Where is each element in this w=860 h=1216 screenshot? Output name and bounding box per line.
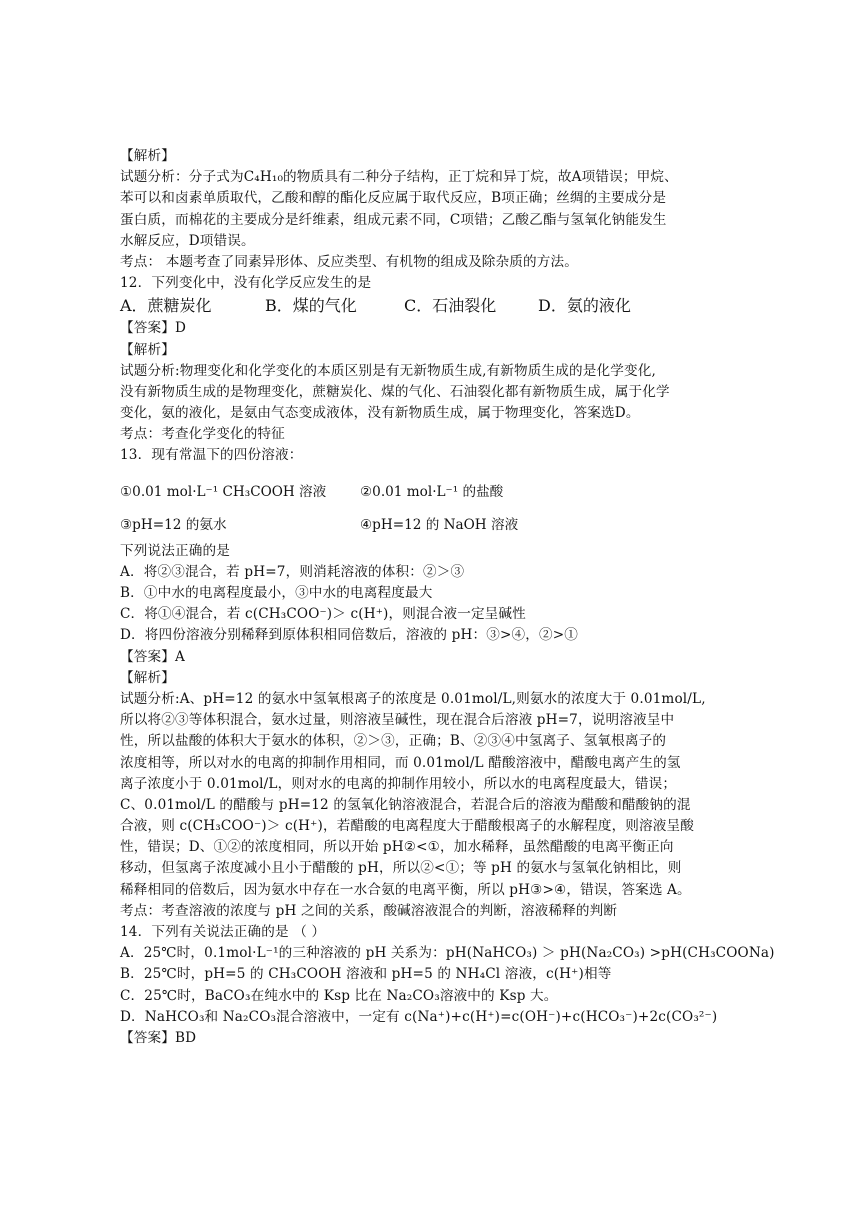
q13-solution-2: ②0.01 mol·L⁻¹ 的盐酸 — [360, 483, 504, 500]
text-line: B．25℃时，pH=5 的 CH₃COOH 溶液和 pH=5 的 NH₄Cl 溶液，c(H⁺)相等 — [120, 966, 612, 983]
text-line: 没有新物质生成的是物理变化，蔗糖炭化、煤的气化、石油裂化都有新物质生成，属于化学 — [120, 383, 670, 400]
text-line: A．25℃时，0.1mol·L⁻¹的三种溶液的 pH 关系为：pH(NaHCO₃) ＞ pH(Na₂CO₃) >pH(CH₃COONa) — [120, 945, 775, 962]
text-line: C．25℃时，BaCO₃在纯水中的 Ksp 比在 Na₂CO₃溶液中的 Ksp 大。 — [120, 987, 558, 1004]
text-line: 考点： 本题考查了同素异形体、反应类型、有机物的组成及除杂质的方法。 — [120, 253, 579, 270]
text-line: 12．下列变化中，没有化学反应发生的是 — [120, 275, 372, 292]
text-line: 试题分析:物理变化和化学变化的本质区别是有无新物质生成,有新物质生成的是化学变化, — [120, 362, 656, 379]
text-line: 移动，但氢离子浓度减小且小于醋酸的 pH，所以②<①；等 pH 的氨水与氢氧化钠相比，则 — [120, 860, 682, 877]
text-line: C．将①④混合，若 c(CH₃COO⁻)＞ c(H⁺)，则混合液一定呈碱性 — [120, 606, 526, 623]
text-line: 蛋白质，而棉花的主要成分是纤维素，组成元素不同，C项错；乙酸乙酯与氢氧化钠能发生 — [120, 211, 667, 228]
text-line: D．将四份溶液分别稀释到原体积相同倍数后，溶液的 pH：③>④，②>① — [120, 627, 579, 644]
text-line: D．NaHCO₃和 Na₂CO₃混合溶液中，一定有 c(Na⁺)+c(H⁺)=c(OH⁻)+c(HCO₃⁻)+2c(CO₃²⁻) — [120, 1008, 718, 1025]
document-body — [120, 146, 775, 1049]
q12-options — [120, 294, 740, 318]
text-line: 【答案】BD — [120, 1029, 197, 1046]
text-line: 水解反应，D项错误。 — [120, 232, 255, 249]
text-line: 试题分析：分子式为C₄H₁₀的物质具有二种分子结构，正丁烷和异丁烷，故A项错误；甲烷、 — [120, 169, 678, 186]
q13-solutions-row-1 — [120, 475, 740, 509]
text-line: 考点：考查化学变化的特征 — [120, 426, 285, 443]
q12-option-c: C．石油裂化 — [404, 296, 497, 316]
text-line: 【解析】 — [120, 148, 175, 164]
q13-solution-3: ③pH=12 的氨水 — [120, 516, 227, 533]
text-line: 苯可以和卤素单质取代，乙酸和醇的酯化反应属于取代反应，B项正确；丝绸的主要成分是 — [120, 190, 667, 207]
text-line: 性，所以盐酸的体积大于氨水的体积，②＞③，正确；B、②③④中氢离子、氢氧根离子的 — [120, 733, 667, 750]
q13-q14-content — [120, 541, 775, 1050]
q13-solution-1: ①0.01 mol·L⁻¹ CH₃COOH 溶液 — [120, 483, 327, 500]
text-line: C、0.01mol/L 的醋酸与 pH=12 的氢氧化钠溶液混合，若混合后的溶液为醋酸和醋酸钠的混 — [120, 796, 691, 813]
answer-analysis-q12 — [120, 318, 740, 466]
text-line: B．①中水的电离程度最小，③中水的电离程度最大 — [120, 585, 433, 601]
q12-option-d: D．氨的液化 — [538, 296, 631, 316]
text-line: 试题分析:A、pH=12 的氨水中氢氧根离子的浓度是 0.01mol/L,则氨水的浓度大于 0.01mol/L, — [120, 690, 706, 707]
text-line: 【答案】A — [120, 648, 185, 665]
q13-solutions-row-2 — [120, 509, 740, 541]
text-line: 稀释相同的倍数后，因为氨水中存在一水合氨的电离平衡，所以 pH③>④，错误，答案选 A。 — [120, 881, 691, 898]
text-line: 13．现有常温下的四份溶液： — [120, 447, 303, 464]
text-line: 变化，氨的液化，是氨由气态变成液体，没有新物质生成，属于物理变化，答案选D。 — [120, 405, 640, 422]
text-line: 离子浓度小于 0.01mol/L，则对水的电离的抑制作用较小，所以水的电离程度最大，错误； — [120, 775, 677, 792]
text-line: 所以将②③等体积混合，氨水过量，则溶液呈碱性，现在混合后溶液 pH=7，说明溶液呈中 — [120, 712, 675, 729]
text-line: 考点：考查溶液的浓度与 pH 之间的关系，酸碱溶液混合的判断，溶液稀释的判断 — [120, 902, 618, 919]
analysis-q11 — [120, 146, 740, 294]
text-line: 【解析】 — [120, 341, 175, 358]
text-line: 下列说法正确的是 — [120, 542, 230, 559]
text-line: 合液，则 c(CH₃COO⁻)＞ c(H⁺)，若醋酸的电离程度大于醋酸根离子的水解程度，则溶液呈酸 — [120, 818, 695, 835]
text-line: A．将②③混合，若 pH=7，则消耗溶液的体积：②＞③ — [120, 563, 465, 580]
text-line: 【解析】 — [120, 669, 175, 686]
q13-solution-4: ④pH=12 的 NaOH 溶液 — [360, 516, 519, 533]
q12-option-a: A．蔗糖炭化 — [120, 296, 212, 316]
text-line: 浓度相等，所以对水的电离的抑制作用相同，而 0.01mol/L 醋酸溶液中，醋酸电离产生的氢 — [120, 754, 681, 771]
q12-option-b: B．煤的气化 — [265, 296, 357, 316]
text-line: 14．下列有关说法正确的是 （ ） — [120, 924, 326, 940]
text-line: 【答案】D — [120, 320, 187, 337]
text-line: 性，错误；D、①②的浓度相同，所以开始 pH②<①，加水稀释，虽然醋酸的电离平衡正向 — [120, 839, 674, 856]
